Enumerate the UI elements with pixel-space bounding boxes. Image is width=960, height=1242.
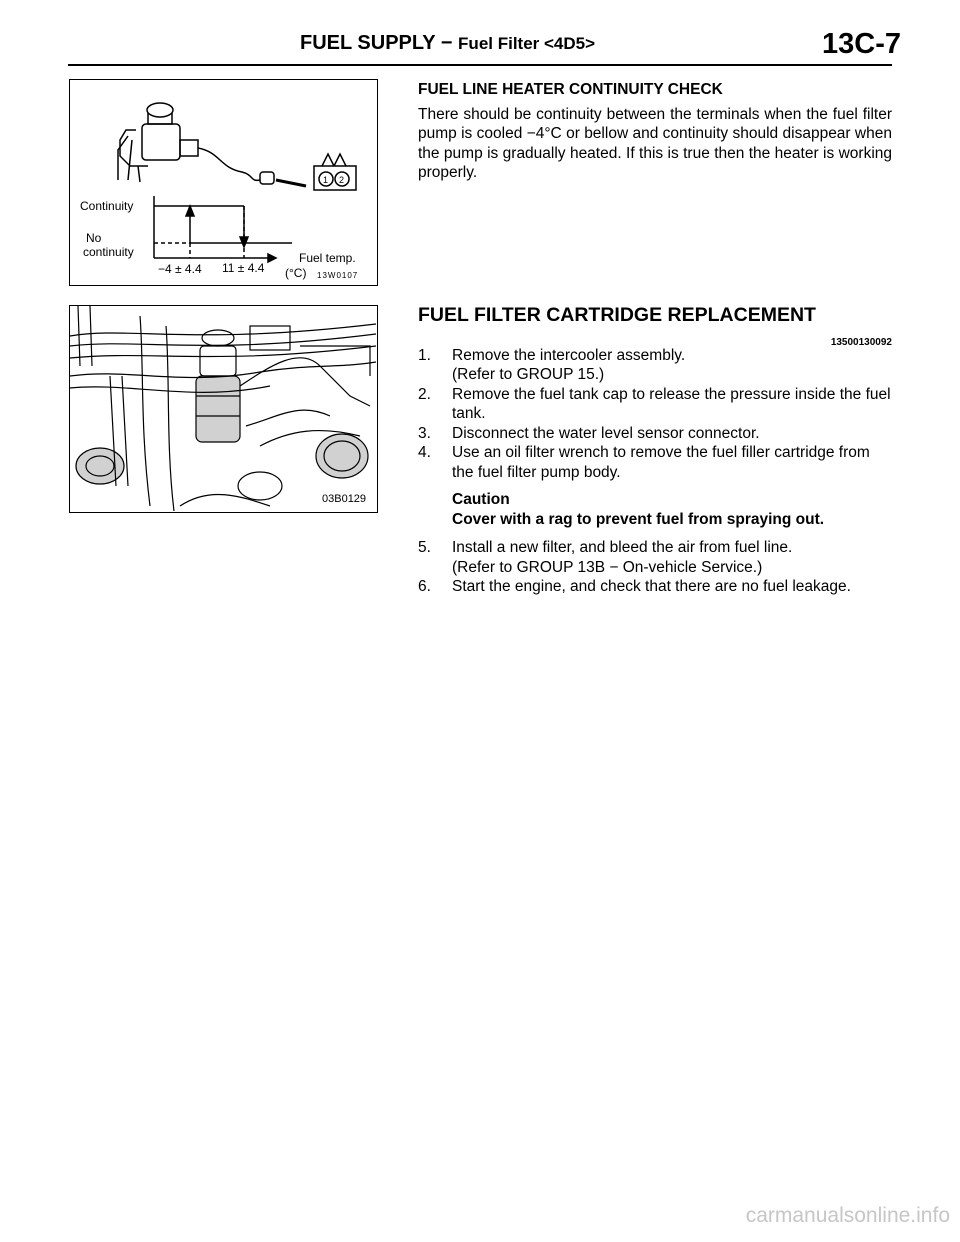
- engine-bay-figure: [69, 305, 378, 513]
- section-heading: FUEL FILTER CARTRIDGE REPLACEMENT: [418, 304, 816, 326]
- unit-label: (°C): [285, 266, 307, 280]
- watermark[interactable]: carmanualsonline.info: [745, 1204, 950, 1227]
- fuel-temp-label: Fuel temp.: [299, 251, 356, 265]
- step-text: Disconnect the water level sensor connector.: [452, 424, 760, 442]
- step-item: [418, 424, 892, 444]
- step-item: [418, 538, 892, 577]
- figure-code: 03B0129: [322, 493, 367, 505]
- step-item: [418, 385, 892, 424]
- step-item: [418, 346, 892, 385]
- step-item: [418, 577, 892, 597]
- step-text: Use an oil filter wrench to remove the fuel filler cartridge from the fuel filter pump body.: [452, 444, 870, 481]
- header-subsection: Fuel Filter <4D5>: [458, 34, 596, 53]
- section-body: There should be continuity between the terminals when the fuel filter pump is cooled −4°C or bellow and continuity should disappear when the pump is gradually heated. If this is true then the heater is working properly.: [418, 105, 892, 181]
- step-number: 5.: [418, 539, 431, 556]
- cartridge-replacement-section: [418, 306, 892, 597]
- header-separator: −: [440, 32, 453, 54]
- section-code: 13500130092: [830, 337, 892, 348]
- page-number: 13C-7: [822, 28, 901, 60]
- section-heading: FUEL LINE HEATER CONTINUITY CHECK: [418, 81, 723, 98]
- no-label: No: [86, 231, 102, 245]
- step-item: [418, 443, 892, 482]
- step-text: Install a new filter, and bleed the air from fuel line.: [452, 539, 793, 556]
- temp-high-label: 11 ± 4.4: [222, 261, 265, 275]
- step-sub: (Refer to GROUP 15.): [452, 366, 605, 383]
- step-number: 1.: [418, 346, 431, 364]
- continuity-diagram-figure: [69, 79, 378, 286]
- step-number: 2.: [418, 385, 431, 403]
- caution-label: Caution: [452, 491, 510, 508]
- step-number: 6.: [418, 578, 431, 595]
- step-sub: (Refer to GROUP 13B − On-vehicle Service.): [452, 558, 763, 576]
- continuity-check-section: [418, 80, 892, 183]
- page-header: [0, 28, 960, 62]
- header-title: [300, 32, 595, 55]
- no-continuity-label: continuity: [83, 245, 134, 259]
- step-text: Remove the fuel tank cap to release the pressure inside the fuel tank.: [452, 385, 891, 422]
- engine-bay-drawing: [70, 306, 376, 511]
- header-section: FUEL SUPPLY: [300, 32, 436, 54]
- header-rule: [68, 64, 892, 66]
- step-text: Start the engine, and check that there are no fuel leakage.: [452, 578, 851, 595]
- step-number: 3.: [418, 424, 431, 442]
- connector-pin-1: 1: [323, 175, 330, 185]
- figure-code: 13W0107: [317, 271, 359, 280]
- step-number: 4.: [418, 444, 431, 461]
- temp-low-label: −4 ± 4.4: [158, 262, 202, 276]
- caution-text: Cover with a rag to prevent fuel from spraying out.: [452, 510, 825, 528]
- continuity-label: Continuity: [80, 199, 134, 213]
- connector-pin-2: 2: [339, 175, 346, 185]
- steps-list-continued: [418, 538, 892, 597]
- steps-list: [418, 346, 892, 483]
- step-text: Remove the intercooler assembly.: [452, 346, 686, 364]
